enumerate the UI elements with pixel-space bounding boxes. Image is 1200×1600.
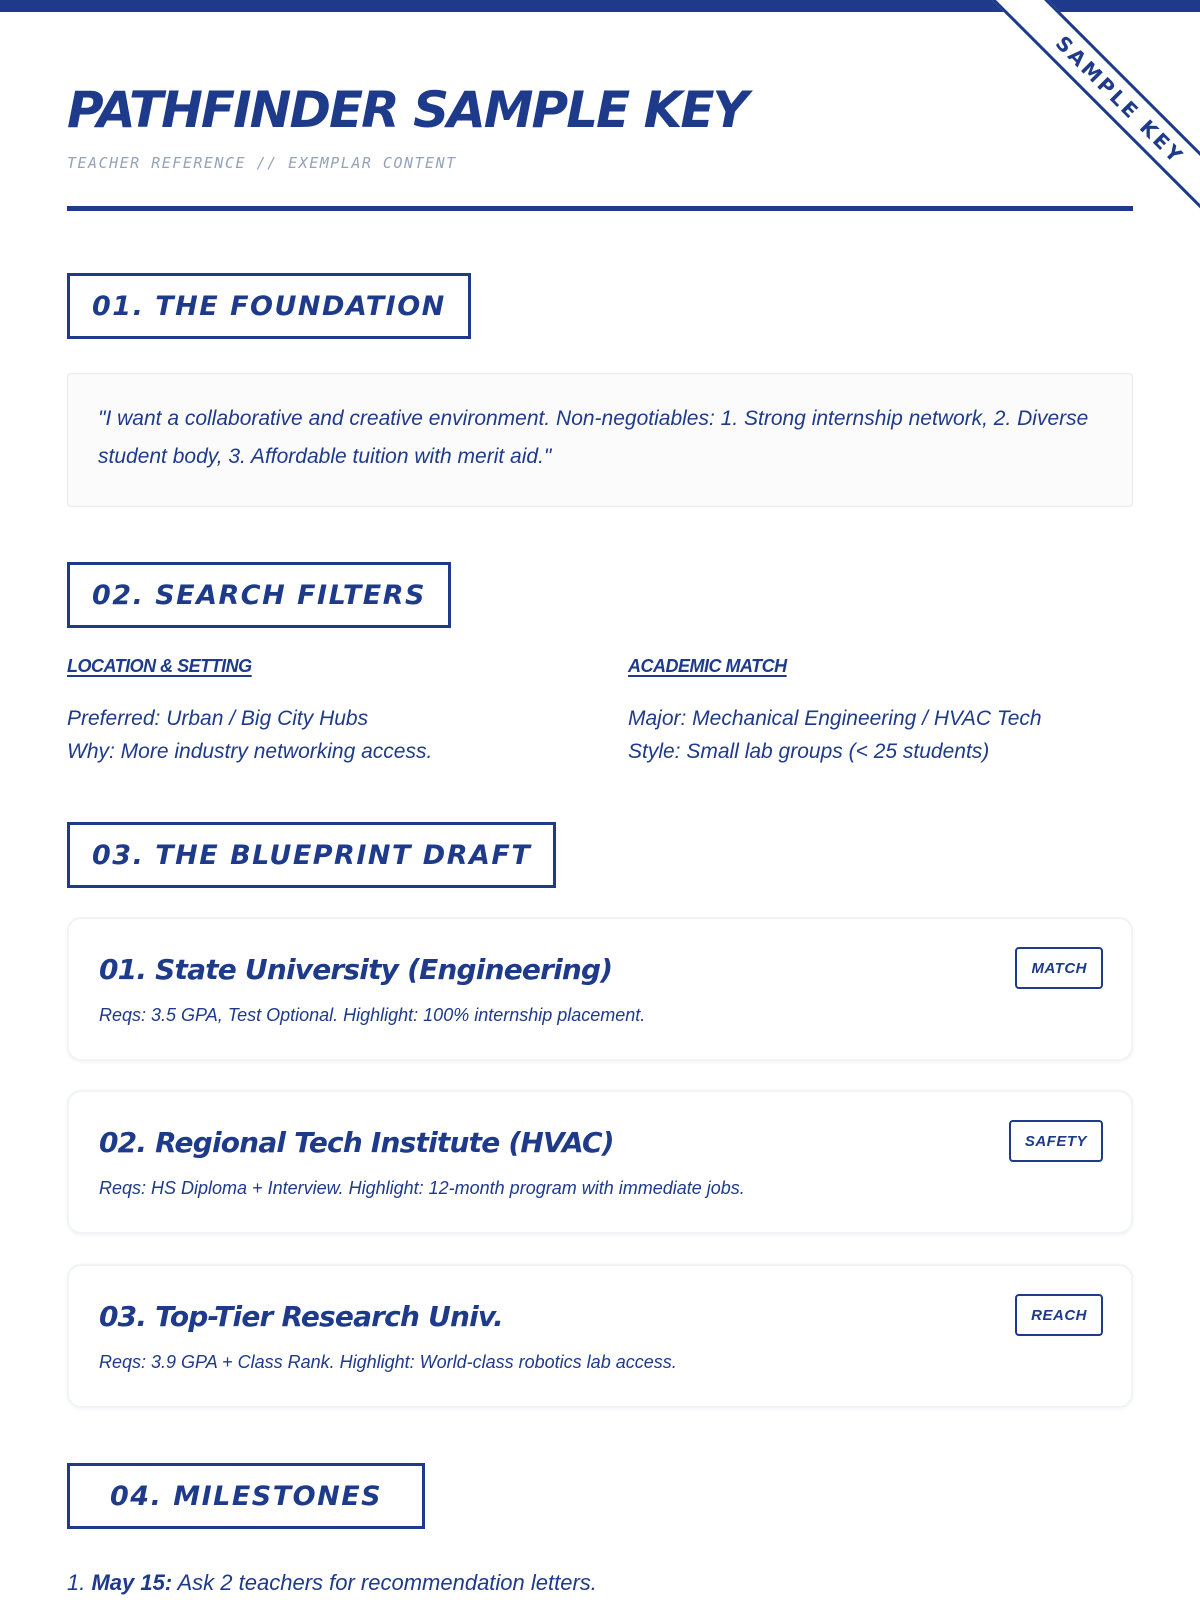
filter-line: Major: Mechanical Engineering / HVAC Tech bbox=[628, 707, 1042, 730]
university-details: Reqs: 3.9 GPA + Class Rank. Highlight: World-class robotics lab access. bbox=[99, 1352, 677, 1372]
filter-line: Why: More industry networking access. bbox=[67, 740, 433, 763]
filter-line: Preferred: Urban / Big City Hubs bbox=[67, 707, 369, 730]
section-heading-foundation bbox=[67, 273, 471, 339]
filter-location bbox=[67, 656, 567, 768]
section-heading-milestones bbox=[67, 1463, 425, 1529]
milestone-date: May 15: bbox=[91, 1570, 173, 1595]
page-header bbox=[67, 78, 747, 172]
university-name: 02. Regional Tech Institute (HVAC) bbox=[99, 1126, 614, 1159]
section-heading-blueprint bbox=[67, 822, 556, 888]
sample-key-ribbon bbox=[989, 0, 1200, 231]
section-title: 02. SEARCH FILTERS bbox=[92, 579, 426, 611]
filter-line: Style: Small lab groups (< 25 students) bbox=[628, 740, 990, 763]
filter-heading: ACADEMIC MATCH bbox=[628, 656, 787, 676]
foundation-quote: "I want a collaborative and creative environment. Non-negotiables: 1. Strong internship network, 2. Diverse student body, 3. Affordable tuition with merit aid." bbox=[67, 373, 1133, 507]
filter-lines bbox=[67, 702, 567, 768]
university-details: Reqs: 3.5 GPA, Test Optional. Highlight: 100% internship placement. bbox=[99, 1005, 646, 1025]
page-title: PATHFINDER SAMPLE KEY bbox=[67, 81, 747, 139]
filter-lines bbox=[628, 702, 1128, 768]
category-badge: REACH bbox=[1015, 1294, 1103, 1336]
section-title: 04. MILESTONES bbox=[110, 1480, 383, 1512]
category-badge: MATCH bbox=[1015, 947, 1103, 989]
university-card[interactable] bbox=[67, 917, 1133, 1061]
university-details: Reqs: HS Diploma + Interview. Highlight: 12-month program with immediate jobs. bbox=[99, 1178, 745, 1198]
university-name: 03. Top-Tier Research Univ. bbox=[99, 1300, 503, 1333]
section-heading-search-filters bbox=[67, 562, 451, 628]
section-title: 01. THE FOUNDATION bbox=[92, 290, 446, 322]
milestone-item bbox=[67, 1570, 597, 1596]
header-divider bbox=[67, 206, 1133, 211]
university-name: 01. State University (Engineering) bbox=[99, 953, 613, 986]
filter-heading: LOCATION & SETTING bbox=[67, 656, 252, 676]
section-title: 03. THE BLUEPRINT DRAFT bbox=[92, 839, 532, 871]
milestone-task: Ask 2 teachers for recommendation letters. bbox=[177, 1570, 597, 1595]
page-subtitle: TEACHER REFERENCE // EXEMPLAR CONTENT bbox=[67, 154, 457, 172]
filter-academic bbox=[628, 656, 1128, 768]
university-card[interactable] bbox=[67, 1090, 1133, 1234]
milestone-number: 1. bbox=[67, 1570, 86, 1595]
university-card[interactable] bbox=[67, 1264, 1133, 1408]
ribbon-label: SAMPLE KEY bbox=[1050, 30, 1190, 170]
category-badge: SAFETY bbox=[1009, 1120, 1103, 1162]
